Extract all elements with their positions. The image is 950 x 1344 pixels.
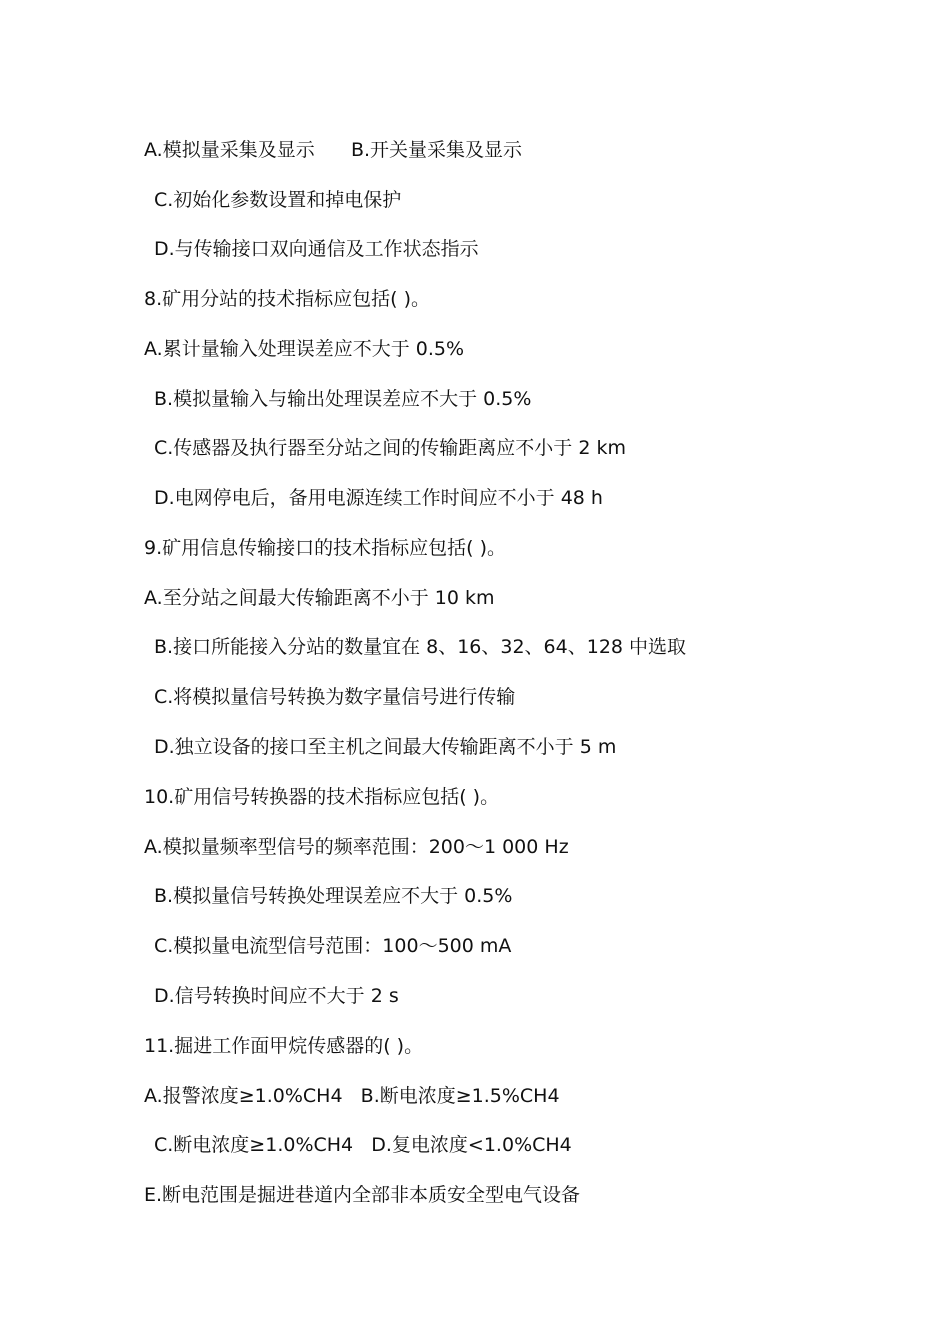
option-line: D.与传输接口双向通信及工作状态指示 xyxy=(154,238,479,260)
option-line: A.累计量输入处理误差应不大于 0.5% xyxy=(144,338,465,360)
option-line: B.模拟量信号转换处理误差应不大于 0.5% xyxy=(154,885,513,907)
option-line: E.断电范围是掘进巷道内全部非本质安全型电气设备 xyxy=(144,1184,581,1206)
option-line: D.信号转换时间应不大于 2 s xyxy=(154,985,399,1007)
question-line: 11.掘进工作面甲烷传感器的( )。 xyxy=(144,1035,424,1057)
option-line: A.模拟量频率型信号的频率范围：200～1 000 Hz xyxy=(144,836,569,858)
option-line: A.模拟量采集及显示 B.开关量采集及显示 xyxy=(144,139,523,161)
option-line: C.断电浓度≥1.0%CH4 D.复电浓度<1.0%CH4 xyxy=(154,1134,572,1156)
option-line: C.初始化参数设置和掉电保护 xyxy=(154,189,402,211)
option-line: D.电网停电后，备用电源连续工作时间应不小于 48 h xyxy=(154,487,603,509)
option-line: C.模拟量电流型信号范围：100～500 mA xyxy=(154,935,512,957)
question-line: 8.矿用分站的技术指标应包括( )。 xyxy=(144,288,430,310)
option-line: B.模拟量输入与输出处理误差应不大于 0.5% xyxy=(154,388,532,410)
option-line: B.接口所能接入分站的数量宜在 8、16、32、64、128 中选取 xyxy=(154,636,687,658)
question-line: 9.矿用信息传输接口的技术指标应包括( )。 xyxy=(144,537,506,559)
option-line: D.独立设备的接口至主机之间最大传输距离不小于 5 m xyxy=(154,736,617,758)
question-line: 10.矿用信号转换器的技术指标应包括( )。 xyxy=(144,786,500,808)
option-line: A.至分站之间最大传输距离不小于 10 km xyxy=(144,587,495,609)
option-line: A.报警浓度≥1.0%CH4 B.断电浓度≥1.5%CH4 xyxy=(144,1085,560,1107)
option-line: C.将模拟量信号转换为数字量信号进行传输 xyxy=(154,686,516,708)
option-line: C.传感器及执行器至分站之间的传输距离应不小于 2 km xyxy=(154,437,626,459)
